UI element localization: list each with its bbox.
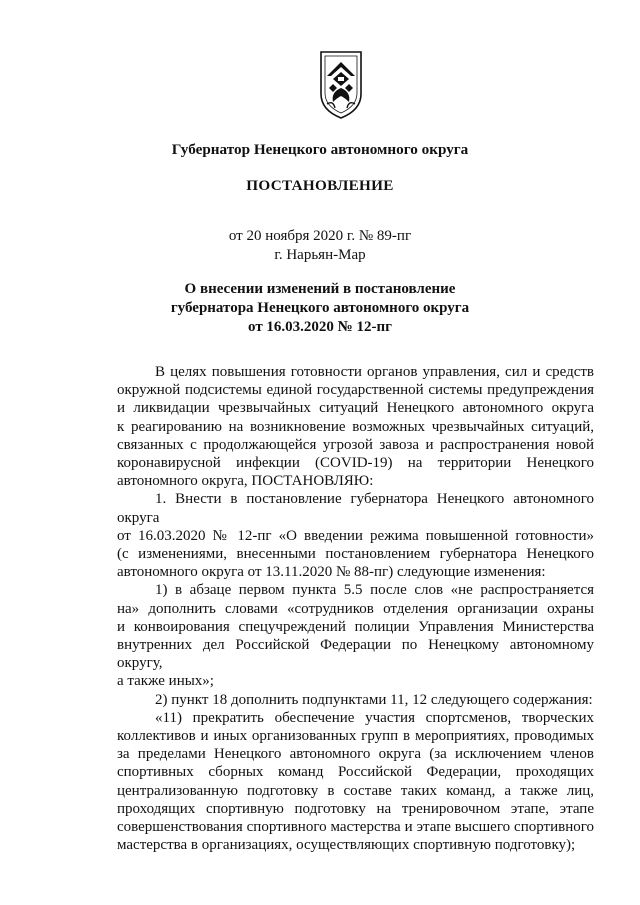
body-line: на» дополнить словами «сотрудников отделения организации охраны — [117, 600, 594, 617]
body-line: и ликвидации чрезвычайных ситуаций Ненецкого автономного округа — [117, 400, 594, 417]
document-date-number: от 20 ноября 2020 г. № 89-пг — [228, 228, 412, 244]
body-line: к реагированию на возникновение возможных чрезвычайных ситуаций, — [117, 418, 594, 435]
body-line: «11) прекратить обеспечение участия спортсменов, творческих — [155, 709, 594, 726]
body-line: от 16.03.2020 № 12-пг «О введении режима повышенной готовности» — [117, 527, 594, 544]
body-line: (с изменениями, внесенными постановлением губернатора Ненецкого — [117, 546, 594, 563]
body-line: связанных с продолжающейся угрозой завоза и распространения новой — [117, 436, 594, 453]
body-line: централизованную подготовку в составе таких команд, а также лиц, — [117, 782, 594, 799]
document-type: ПОСТАНОВЛЕНИЕ — [246, 177, 394, 194]
body-line: мастерства в организациях, осуществляющих спортивную подготовку); — [117, 837, 576, 854]
document-body — [117, 363, 594, 854]
body-line: коллективов и иных организованных групп в мероприятиях, проводимых — [117, 728, 594, 745]
body-line: спортивных сборных команд Российской Федерации, проходящих — [117, 764, 594, 781]
body-line: внутренних дел Российской Федерации по Ненецкому автономному округу, — [117, 637, 594, 672]
body-line: совершенствования спортивного мастерства и этапе высшего спортивного — [117, 819, 594, 836]
coat-of-arms-icon — [317, 48, 365, 120]
body-line: 1) в абзаце первом пункта 5.5 после слов «не распространяется — [155, 582, 594, 599]
body-line: а также иных»; — [117, 673, 214, 690]
coat-of-arms-emblem — [317, 48, 365, 120]
body-line: проходящих спортивную подготовку на тренировочном этапе, этапе — [117, 800, 594, 817]
body-line: коронавирусной инфекции (COVID-19) на территории Ненецкого — [117, 455, 594, 472]
body-line: В целях повышения готовности органов управления, сил и средств — [155, 364, 594, 380]
document-subject — [0, 280, 640, 337]
body-line: 1. Внести в постановление губернатора Ненецкого автономного округа — [117, 491, 594, 526]
subject-line: от 16.03.2020 № 12-пг — [248, 319, 392, 335]
subject-line: О внесении изменений в постановление — [184, 281, 456, 297]
body-line: автономного округа от 13.11.2020 № 88-пг) следующие изменения: — [117, 564, 546, 581]
body-line: 2) пункт 18 дополнить подпунктами 11, 12 следующего содержания: — [155, 691, 593, 708]
document-place: г. Нарьян-Мар — [274, 247, 366, 263]
body-line: окружной подсистемы единой государственной системы предупреждения — [117, 382, 594, 399]
issuing-authority: Губернатор Ненецкого автономного округа — [171, 141, 469, 158]
body-line: за пределами Ненецкого автономного округа (за исключением членов — [117, 746, 594, 763]
body-line: автономного округа, ПОСТАНОВЛЯЮ: — [117, 473, 374, 490]
subject-line: губернатора Ненецкого автономного округа — [170, 300, 470, 316]
body-line: и конвоирования спецучреждений полиции Управления Министерства — [117, 618, 594, 635]
